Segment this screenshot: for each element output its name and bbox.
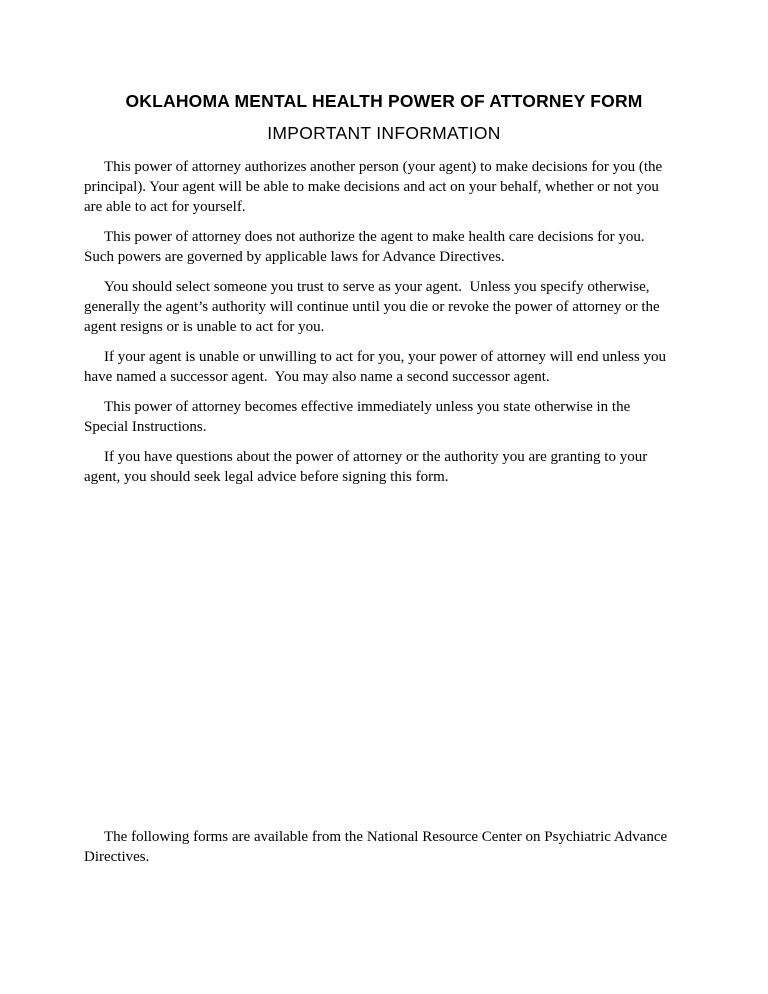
document-title: OKLAHOMA MENTAL HEALTH POWER OF ATTORNEY FORM [125, 91, 643, 111]
paragraph-select-agent: You should select someone you trust to serve as your agent. Unless you specify otherwise, generally the agent’s authority will continue until you die or revoke the power of attorney or the agent resigns or is unable to act for you. [84, 279, 664, 335]
closing-paragraph: The following forms are available from the National Resource Center on Psychiatric Advance Directives. [84, 829, 671, 865]
paragraph-health-care-exclusion: This power of attorney does not authorize the agent to make health care decisions for you. Such powers are governed by applicable laws for Advance Directives. [84, 229, 649, 265]
paragraph-authorizes-agent: This power of attorney authorizes another person (your agent) to make decisions for you (the principal). Your agent will be able to make decisions and act on your behalf, whether or not you are able to act for yourself. [84, 159, 666, 215]
paragraph-legal-advice: If you have questions about the power of attorney or the authority you are granting to your agent, you should seek legal advice before signing this form. [84, 449, 651, 485]
section-heading: IMPORTANT INFORMATION [267, 123, 501, 143]
paragraph-successor-agent: If your agent is unable or unwilling to act for you, your power of attorney will end unless you have named a successor agent. You may also name a second successor agent. [84, 349, 670, 385]
paragraph-effective-immediately: This power of attorney becomes effective immediately unless you state otherwise in the Special Instructions. [84, 399, 634, 435]
